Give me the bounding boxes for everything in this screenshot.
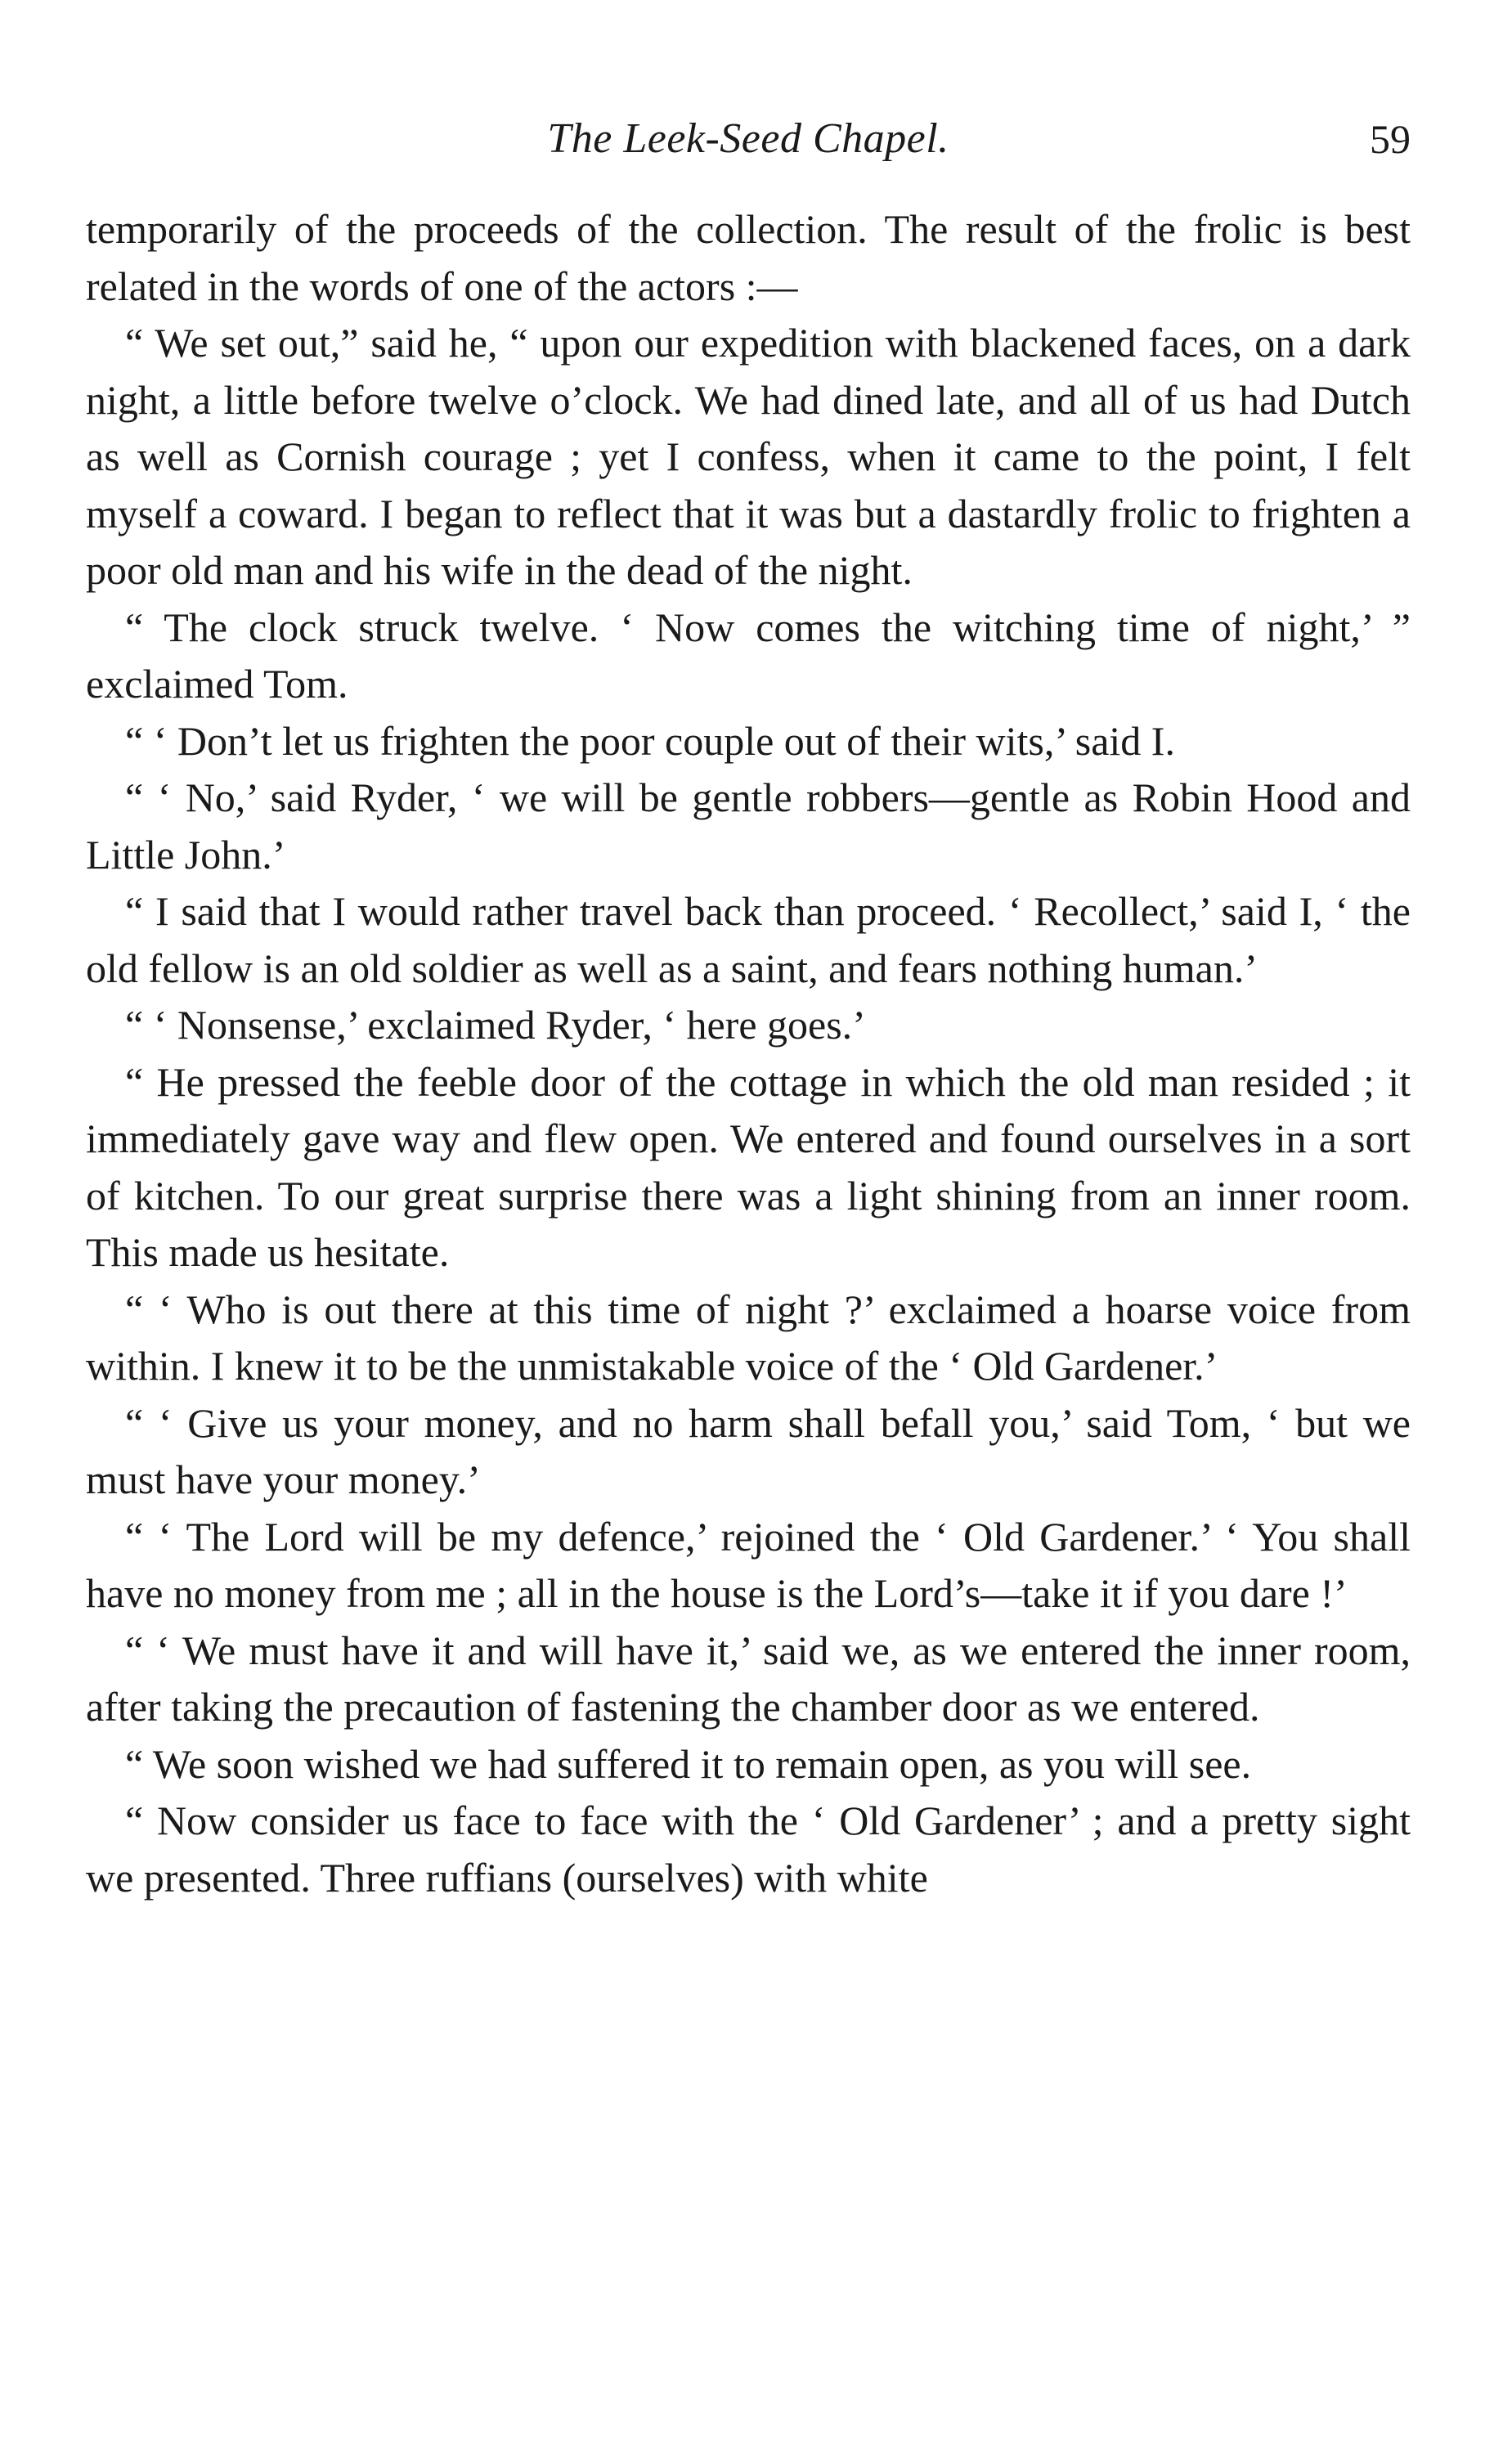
paragraph: “ ‘ Give us your money, and no harm shall befall you,’ said Tom, ‘ but we must have your money.’ <box>86 1399 1411 1502</box>
paragraph: “ ‘ Who is out there at this time of night ?’ exclaimed a hoarse voice from within. I knew it to be the unmistakable voice of the ‘ Old Gardener.’ <box>86 1286 1411 1389</box>
paragraph: “ ‘ The Lord will be my defence,’ rejoined the ‘ Old Gardener.’ ‘ You shall have no money from me ; all in the house is the Lord’s—take it if you dare !’ <box>86 1513 1411 1616</box>
paragraph-continued: temporarily of the proceeds of the collection. The result of the frolic is best related in the words of one of the actors :— <box>86 206 1411 309</box>
paragraph: “ ‘ We must have it and will have it,’ said we, as we entered the inner room, after taking the precaution of fastening the chamber door as we entered. <box>86 1627 1411 1730</box>
page-header <box>86 114 1411 180</box>
running-title: The Leek-Seed Chapel. <box>547 115 949 162</box>
paragraph: “ ‘ Nonsense,’ exclaimed Ryder, ‘ here goes.’ <box>125 1002 866 1048</box>
page-number: 59 <box>1370 116 1411 162</box>
paragraph: “ We soon wished we had suffered it to remain open, as you will see. <box>125 1740 1252 1787</box>
body-text <box>86 201 1411 1906</box>
paragraph: “ He pressed the feeble door of the cottage in which the old man resided ; it immediately gave way and flew open. We entered and found ourselves in a sort of kitchen. To our great surprise there was a light shining from an inner room. This made us hesitate. <box>86 1058 1411 1275</box>
paragraph: “ The clock struck twelve. ‘ Now comes the witching time of night,’ ” exclaimed Tom. <box>86 604 1411 707</box>
paragraph: “ ‘ No,’ said Ryder, ‘ we will be gentle robbers—gentle as Robin Hood and Little John.’ <box>86 774 1411 877</box>
paragraph: “ I said that I would rather travel back than proceed. ‘ Recollect,’ said I, ‘ the old fellow is an old soldier as well as a saint, and fears nothing human.’ <box>86 888 1411 991</box>
paragraph: “ Now consider us face to face with the ‘ Old Gardener’ ; and a pretty sight we presented. Three ruffians (ourselves) with white <box>86 1798 1411 1901</box>
paragraph: “ ‘ Don’t let us frighten the poor couple out of their wits,’ said I. <box>125 717 1175 764</box>
paragraph: “ We set out,” said he, “ upon our expedition with blackened faces, on a dark night, a little before twelve o’clock. We had dined late, and all of us had Dutch as well as Cornish courage ; yet I confess, when it came to the point, I felt myself a coward. I began to reflect that it was but a dastardly frolic to frighten a poor old man and his wife in the dead of the night. <box>86 320 1411 593</box>
